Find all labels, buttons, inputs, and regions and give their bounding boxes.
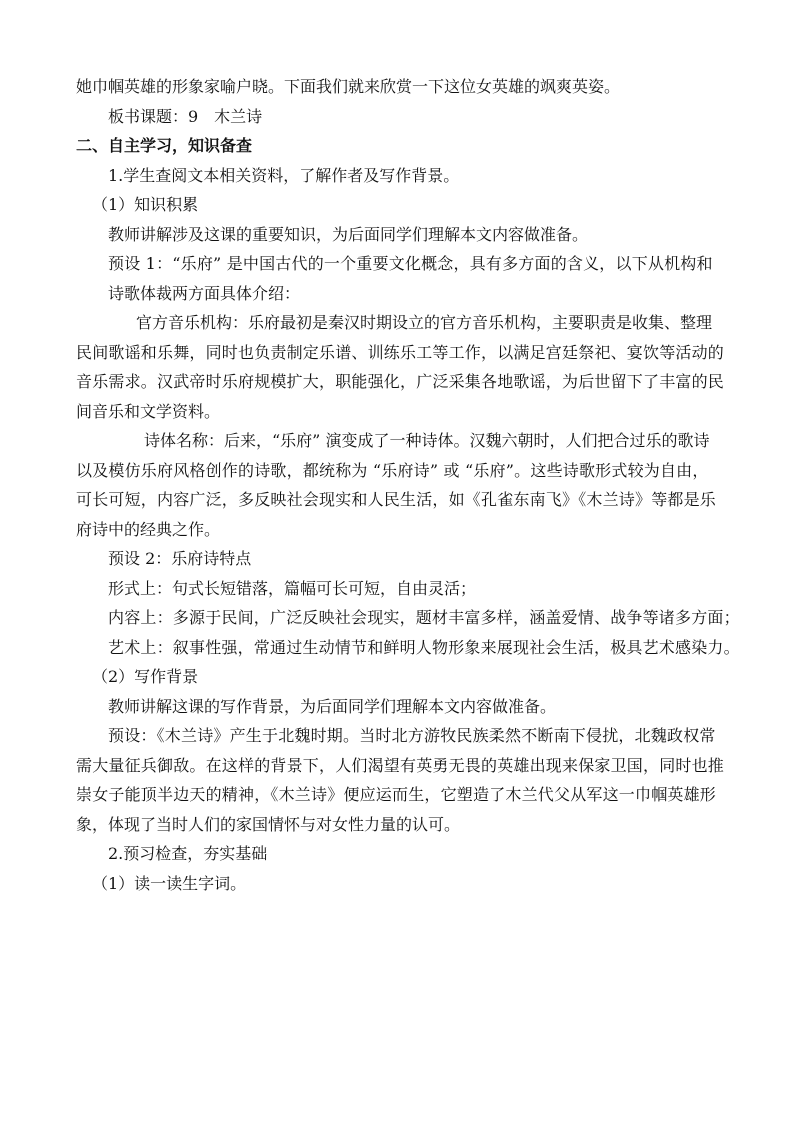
text-line: 音乐需求。汉武帝时乐府规模扩大，职能强化，广泛采集各地歌谣，为后世留下了丰富的民	[76, 372, 725, 391]
form-feature-line: 形式上：句式长短错落，篇幅可长可短，自由灵活；	[108, 578, 477, 598]
text-line: 教师讲解这课的写作背景，为后面同学们理解本文内容做准备。	[108, 696, 557, 716]
text-line: 间音乐和文学资料。	[76, 401, 221, 421]
preset-1-line: 预设 1：“乐府” 是中国古代的一个重要文化概念，具有多方面的含义，以下从机构和	[108, 254, 713, 273]
content-feature-line: 内容上：多源于民间，广泛反映社会现实，题材丰富多样，涵盖爱情、战争等诸多方面；	[108, 608, 740, 627]
text-line: 以及模仿乐府风格创作的诗歌，都统称为 “乐府诗” 或 “乐府”。这些诗歌形式较为自由，	[76, 460, 709, 480]
section-heading: 二、自主学习，知识备查	[76, 136, 253, 155]
text-line: 崇女子能顶半边天的精神，《木兰诗》便应运而生，它塑造了木兰代父从军这一巾帼英雄形	[76, 785, 717, 804]
text-line-intro: 她巾帼英雄的形象家喻户晓。下面我们就来欣赏一下这位女英雄的飒爽英姿。	[76, 77, 621, 96]
official-music-line: 官方音乐机构：乐府最初是秦汉时期设立的官方音乐机构，主要职责是收集、整理	[136, 313, 713, 332]
step-heading: 2.预习检查，夯实基础	[108, 844, 268, 863]
subheading-background: （2）写作背景	[92, 667, 199, 686]
subheading-knowledge: （1）知识积累	[92, 195, 199, 214]
background-preset-line: 预设：《木兰诗》产生于北魏时期。当时北方游牧民族柔然不断南下侵扰，北魏政权常	[108, 726, 716, 745]
board-title-line: 板书课题：9 木兰诗	[108, 106, 263, 126]
text-line: 需大量征兵御敌。在这样的背景下，人们渴望有英勇无畏的英雄出现来保家卫国，同时也推	[76, 755, 725, 775]
document-page	[76, 72, 740, 898]
text-line: 可长可短，内容广泛，多反映社会现实和人民生活，如《孔雀东南飞》《木兰诗》等都是乐	[76, 490, 717, 509]
text-line: 民间歌谣和乐舞，同时也负责制定乐谱、训练乐工等工作，以满足宫廷祭祀、宴饮等活动的	[76, 342, 725, 362]
text-line: 府诗中的经典之作。	[76, 519, 221, 539]
text-line: 教师讲解涉及这课的重要知识，为后面同学们理解本文内容做准备。	[108, 224, 589, 244]
poetry-style-line: 诗体名称：后来，“乐府” 演变成了一种诗体。汉魏六朝时，人们把合过乐的歌诗	[144, 431, 710, 450]
text-line: 象，体现了当时人们的家国情怀与对女性力量的认可。	[76, 814, 461, 834]
subheading-read: （1）读一读生字词。	[92, 873, 247, 893]
step-heading: 1.学生查阅文本相关资料，了解作者及写作背景。	[108, 165, 460, 185]
art-feature-line: 艺术上：叙事性强，常通过生动情节和鲜明人物形象来展现社会生活，极具艺术感染力。	[108, 637, 740, 657]
text-line: 诗歌体裁两方面具体介绍：	[108, 283, 301, 303]
preset-2-line: 预设 2：乐府诗特点	[108, 549, 252, 568]
